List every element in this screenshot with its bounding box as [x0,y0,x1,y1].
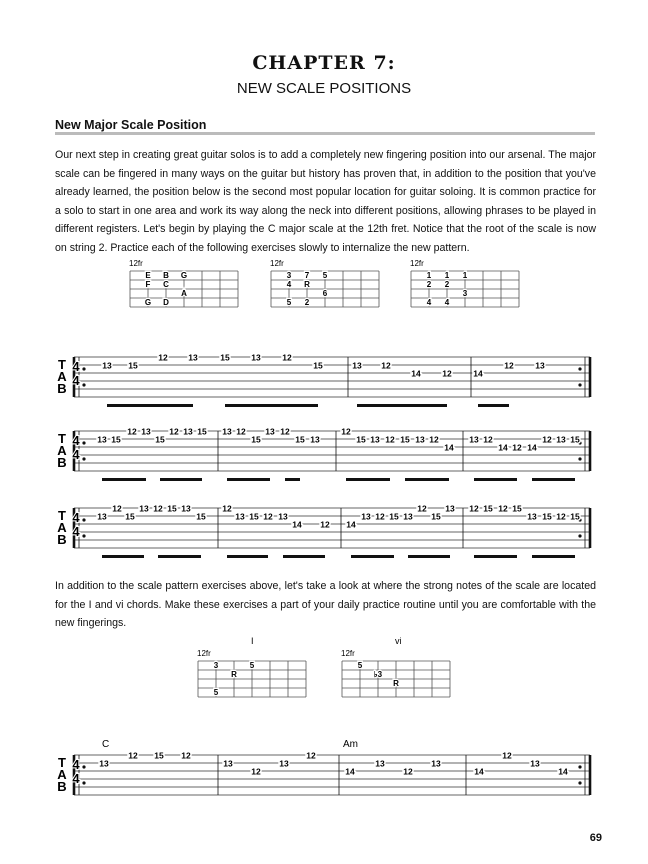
tab-fret-number: 12 [556,511,566,522]
tab-fret-number: 13 [375,758,385,769]
repeat-dot [578,383,581,386]
tab-fret-number: 14 [558,766,568,777]
rhythm-beam [285,478,300,481]
diagram-note-label: ♭3 [373,670,383,679]
tab-fret-number: 12 [341,426,351,437]
rhythm-beam [107,404,193,407]
time-signature-digit: 4 [72,771,80,786]
intro-paragraph: Our next step in creating great guitar solos is to add a completely new fingering position into our arsenal. The major scale can be fingered in many ways on the guitar but history has proven that, in addition to the position that you've already learned, the position below is the second most popular location for guitar soloing. It is common practice for a solo to start in one area and work its way along the neck into different positions, allowing phrases to be played in different registers. Let's begin by playing the C major scale at the 12th fret. Notice that the root of the scale is now on string 2. Practice each of the following exercises slowly to internalize the new pattern. [55,149,596,254]
diagram-note-label: R [231,670,237,679]
diagram-note-label: D [163,298,169,307]
tab-fret-number: 12 [280,426,290,437]
diagram-note-label: 2 [444,280,450,289]
tab-fret-number: 12 [263,511,273,522]
tab-fret-number: 15 [128,360,138,371]
tab-fret-number: 15 [313,360,323,371]
tab-clef-letter: B [57,381,67,396]
tab-clef-letter: A [57,443,67,458]
tab-clef-letter: B [57,532,67,547]
diagram-note-label: 1 [462,271,468,280]
tab-fret-number: 13 [181,503,191,514]
tab-fret-number: 13 [527,511,537,522]
tab-fret-number: 13 [556,434,566,445]
diagram-note-label: 3 [462,289,468,298]
diagram-note-label: C [163,280,169,289]
time-signature-digit: 4 [72,373,80,388]
tab-fret-number: 13 [431,758,441,769]
tab-clef-letter: A [57,767,67,782]
tab-fret-number: 14 [444,442,454,453]
time-signature-digit: 4 [72,757,80,772]
tab-fret-number: 12 [429,434,439,445]
repeat-dot [578,367,581,370]
tab-fret-number: 15 [483,503,493,514]
second-paragraph: In addition to the scale pattern exercises above, let's take a look at where the strong notes of the scale are located for the I and vi chords. Make these exercises a part of your daily practice routine until you are comfortable with the new fingerings. [55,580,596,629]
rhythm-beam [357,404,447,407]
tab-fret-number: 14 [411,368,421,379]
tab-fret-number: 15 [542,511,552,522]
tab-fret-number: 15 [167,503,177,514]
tab-fret-number: 12 [181,750,191,761]
tab-fret-number: 12 [127,426,137,437]
fret-position-label: 12fr [341,649,355,658]
diagram-note-label: F [145,280,151,289]
diagram-note-label: R [393,679,399,688]
tab-clef-letter: T [58,357,66,372]
repeat-dot [82,518,85,521]
tab-fret-number: 12 [251,766,261,777]
tab-fret-number: 15 [251,434,261,445]
rhythm-beam [346,478,390,481]
chapter-subtitle: NEW SCALE POSITIONS [236,80,412,97]
tab-fret-number: 13 [279,758,289,769]
repeat-dot [578,765,581,768]
diagram-note-label: 3 [286,271,292,280]
tab-fret-number: 13 [370,434,380,445]
tab-fret-number: 14 [498,442,508,453]
tab-fret-number: 12 [236,426,246,437]
tab-fret-number: 13 [99,758,109,769]
tab-fret-number: 13 [352,360,362,371]
diagram-note-label: E [145,271,151,280]
tab-fret-number: 15 [512,503,522,514]
rhythm-beam [227,478,270,481]
tab-fret-number: 13 [183,426,193,437]
diagram-note-label: 2 [426,280,432,289]
tab-fret-number: 12 [320,519,330,530]
rhythm-beam [351,555,394,558]
tab-clef-letter: A [57,520,67,535]
tab-clef-letter: B [57,779,67,794]
diagram-note-label: 3 [213,661,219,670]
tab-fret-number: 12 [385,434,395,445]
repeat-dot [578,457,581,460]
repeat-dot [578,781,581,784]
tab-fret-number: 15 [155,434,165,445]
tab-fret-number: 14 [527,442,537,453]
tab-fret-number: 15 [570,434,580,445]
tab-fret-number: 12 [128,750,138,761]
tab-fret-number: 15 [196,511,206,522]
chord-numeral-label: I [251,636,254,646]
tab-fret-number: 12 [403,766,413,777]
rhythm-beam [532,555,575,558]
tab-fret-number: 12 [498,503,508,514]
rhythm-beam [474,478,517,481]
tab-fret-number: 12 [158,352,168,363]
tab-fret-number: 12 [512,442,522,453]
tab-fret-number: 15 [295,434,305,445]
tab-fret-number: 13 [251,352,261,363]
rhythm-beam [532,478,575,481]
tab-fret-number: 12 [502,750,512,761]
tab-fret-number: 12 [375,511,385,522]
page-number: 69 [589,832,602,844]
tab-fret-number: 15 [125,511,135,522]
tab-fret-number: 12 [483,434,493,445]
repeat-dot [82,441,85,444]
diagram-note-label: G [180,271,188,280]
diagram-note-label: A [181,289,187,298]
tab-fret-number: 12 [112,503,122,514]
tab-fret-number: 14 [474,766,484,777]
diagram-note-label: 1 [426,271,432,280]
time-signature-digit: 4 [72,359,80,374]
rhythm-beam [227,555,268,558]
tab-fret-number: 12 [153,503,163,514]
tab-fret-number: 15 [249,511,259,522]
repeat-dot [82,383,85,386]
tab-fret-number: 13 [415,434,425,445]
repeat-dot [82,781,85,784]
tab-fret-number: 13 [223,758,233,769]
time-signature-digit: 4 [72,433,80,448]
diagram-note-label: R [304,280,310,289]
time-signature-digit: 4 [72,524,80,539]
tab-fret-number: 12 [504,360,514,371]
tab-fret-number: 12 [282,352,292,363]
tab-fret-number: 15 [220,352,230,363]
tab-clef-letter: A [57,369,67,384]
tab-fret-number: 13 [97,434,107,445]
tab-fret-number: 12 [381,360,391,371]
rhythm-beam [474,555,517,558]
diagram-note-label: 5 [286,298,292,307]
diagram-note-label: 5 [213,688,219,697]
tab-fret-number: 14 [473,368,483,379]
tab-fret-number: 13 [188,352,198,363]
tab-fret-number: 15 [389,511,399,522]
diagram-note-label: 2 [304,298,310,307]
chord-symbol: C [102,739,110,750]
tab-fret-number: 13 [403,511,413,522]
tab-fret-number: 13 [139,503,149,514]
tab-fret-number: 13 [141,426,151,437]
tab-fret-number: 13 [222,426,232,437]
tab-fret-number: 15 [431,511,441,522]
tab-fret-number: 13 [102,360,112,371]
rhythm-beam [478,404,509,407]
tab-fret-number: 12 [542,434,552,445]
time-signature-digit: 4 [72,510,80,525]
fret-position-label: 12fr [197,649,211,658]
chord-symbol: Am [343,739,358,750]
tab-fret-number: 15 [570,511,580,522]
section-heading: New Major Scale Position [55,118,207,132]
rhythm-beam [158,555,201,558]
tab-fret-number: 14 [292,519,302,530]
diagram-note-label: 1 [444,271,450,280]
tab-clef-letter: T [58,431,66,446]
tab-clef-letter: T [58,755,66,770]
fret-position-label: 12fr [410,259,424,268]
repeat-dot [82,765,85,768]
tab-fret-number: 13 [535,360,545,371]
rhythm-beam [408,555,450,558]
tab-fret-number: 13 [235,511,245,522]
time-signature-digit: 4 [72,447,80,462]
diagram-note-label: 5 [357,661,363,670]
tab-clef-letter: B [57,455,67,470]
diagram-note-label: 4 [444,298,450,307]
tab-fret-number: 12 [169,426,179,437]
rhythm-beam [102,478,146,481]
tab-clef-letter: T [58,508,66,523]
tab-fret-number: 12 [222,503,232,514]
tab-fret-number: 13 [278,511,288,522]
chapter-title: CHAPTER 7: [252,52,396,74]
diagram-note-label: 4 [286,280,292,289]
tab-fret-number: 13 [97,511,107,522]
tab-fret-number: 13 [361,511,371,522]
rhythm-beam [160,478,202,481]
tab-fret-number: 13 [310,434,320,445]
rhythm-beam [405,478,449,481]
rhythm-beam [225,404,318,407]
diagram-note-label: G [144,298,152,307]
tab-fret-number: 13 [530,758,540,769]
tab-fret-number: 12 [417,503,427,514]
tab-fret-number: 15 [356,434,366,445]
rhythm-beam [283,555,325,558]
tab-fret-number: 15 [197,426,207,437]
tab-fret-number: 15 [400,434,410,445]
tab-fret-number: 12 [306,750,316,761]
diagram-note-label: 5 [322,271,328,280]
tab-fret-number: 14 [345,766,355,777]
tab-fret-number: 13 [445,503,455,514]
fret-position-label: 12fr [129,259,143,268]
fret-position-label: 12fr [270,259,284,268]
rhythm-beam [102,555,144,558]
tab-fret-number: 12 [442,368,452,379]
diagram-note-label: B [163,271,169,280]
tab-fret-number: 13 [469,434,479,445]
diagram-note-label: 7 [304,271,310,280]
tab-fret-number: 15 [154,750,164,761]
tab-fret-number: 12 [469,503,479,514]
repeat-dot [82,367,85,370]
tab-fret-number: 13 [265,426,275,437]
repeat-dot [82,457,85,460]
tab-fret-number: 15 [111,434,121,445]
chord-numeral-label: vi [395,636,402,646]
diagram-note-label: 5 [249,661,255,670]
diagram-note-label: 4 [426,298,432,307]
tab-fret-number: 14 [346,519,356,530]
repeat-dot [578,534,581,537]
repeat-dot [82,534,85,537]
diagram-note-label: 6 [322,289,328,298]
